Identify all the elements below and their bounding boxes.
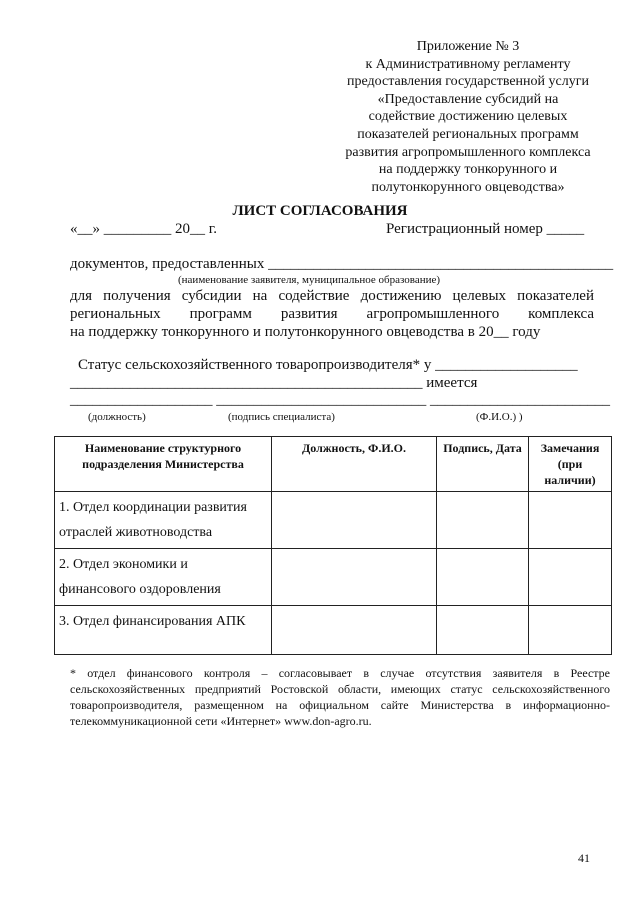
dept-cell: 1. Отдел координации развития отраслей животноводства — [55, 492, 272, 549]
appendix-line: полутонкорунного овцеводства» — [371, 179, 565, 195]
appendix-line: «Предоставление субсидий на — [377, 91, 559, 107]
appendix-line: содействие достижению целевых — [368, 109, 568, 125]
appendix-line: развития агропромышленного комплекса — [345, 144, 591, 160]
notes-cell[interactable] — [529, 492, 612, 549]
position-cell[interactable] — [272, 492, 437, 549]
position-cell[interactable] — [272, 549, 437, 606]
status-line-2: _______________________________________________ имеется — [70, 375, 478, 391]
appendix-line: к Административному регламенту — [365, 56, 571, 72]
appendix-header — [318, 38, 618, 196]
footnote: * отдел финансового контроля – согласовывает в случае отсутствия заявителя в Реестре сельскохозяйственных предприятий Ростовской области, имеющих статус сельскохозяйственного товаропроизводителя, размещенном на официальном сайте Министерства в информационно-телекоммуникационной сети «Интернет» www.don-agro.ru. — [70, 666, 610, 728]
date-line: «__» _________ 20__ г. — [70, 221, 217, 237]
page-number: 41 — [578, 851, 590, 865]
position-cell[interactable] — [272, 606, 437, 655]
purpose-line-1: для получения субсидии на содействие достижению целевых показателей — [70, 288, 594, 304]
header-position: Должность, Ф.И.О. — [272, 437, 437, 492]
header-notes: Замечания (при наличии) — [529, 437, 612, 492]
applicant-caption: (наименование заявителя, муниципальное образование) — [178, 274, 441, 286]
dept-cell: 2. Отдел экономики и финансового оздоровления — [55, 549, 272, 606]
table-row — [55, 606, 612, 655]
caption-signature: (подпись специалиста) — [228, 411, 335, 423]
registration-number: Регистрационный номер _____ — [386, 221, 585, 237]
appendix-line: Приложение № 3 — [416, 39, 520, 54]
purpose-line-2: региональных программ развития агропромышленного комплекса — [70, 306, 594, 322]
table-row — [55, 492, 612, 549]
appendix-line: показателей региональных программ — [357, 126, 579, 142]
dept-cell: 3. Отдел финансирования АПК — [55, 606, 272, 655]
caption-position: (должность) — [88, 411, 146, 423]
notes-cell[interactable] — [529, 549, 612, 606]
notes-cell[interactable] — [529, 606, 612, 655]
appendix-line: предоставления государственной услуги — [347, 74, 589, 90]
signature-cell[interactable] — [437, 549, 529, 606]
signature-cell[interactable] — [437, 606, 529, 655]
appendix-line: на поддержку тонкорунного и — [378, 162, 558, 178]
status-line-1: Статус сельскохозяйственного товаропроизводителя* у ___________________ — [78, 357, 578, 373]
table-row — [55, 549, 612, 606]
header-signature: Подпись, Дата — [437, 437, 529, 492]
document-title: ЛИСТ СОГЛАСОВАНИЯ — [232, 203, 408, 219]
approval-table — [54, 436, 612, 655]
purpose-line-3: на поддержку тонкорунного и полутонкорунного овцеводства в 20__ году — [70, 324, 541, 340]
table-header-row — [55, 437, 612, 492]
header-dept: Наименование структурного подразделения Министерства — [55, 437, 272, 492]
documents-line: документов, предоставленных ______________________________________________ — [70, 256, 614, 272]
caption-name: (Ф.И.О.) ) — [476, 411, 523, 423]
signature-cell[interactable] — [437, 492, 529, 549]
signature-line: ___________________ ____________________________ ________________________ — [70, 392, 610, 408]
